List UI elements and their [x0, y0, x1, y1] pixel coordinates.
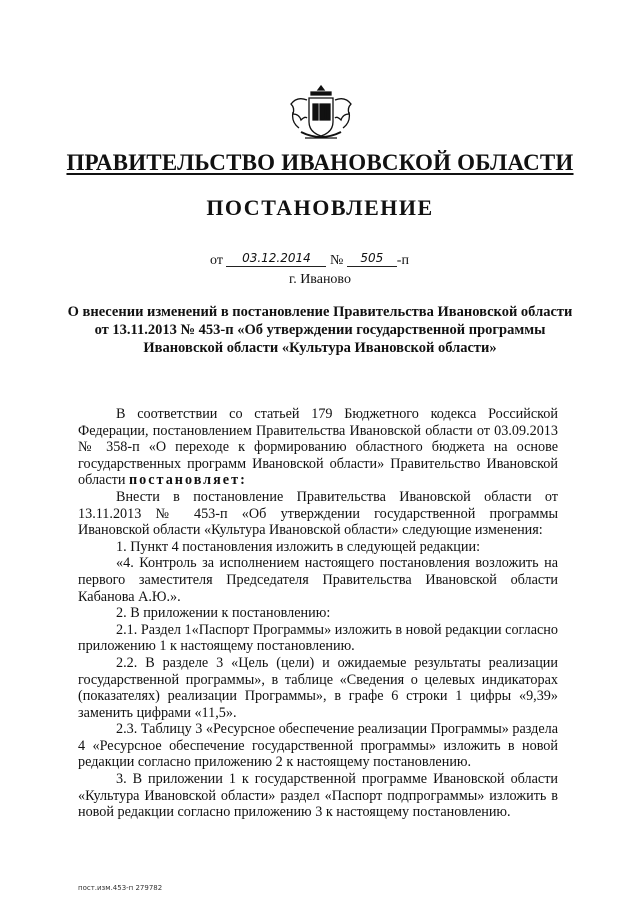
number-suffix: -п [396, 253, 409, 268]
body-paragraph: «4. Контроль за исполнением настоящего постановления возложить на первого заместителя Председателя Правительства Ивановской области Кабанова А.Ю.». [78, 555, 558, 605]
city: г. Иваново [289, 272, 351, 287]
government-title: ПРАВИТЕЛЬСТВО ИВАНОВСКОЙ ОБЛАСТИ [66, 150, 574, 175]
document-footer-code: пост.изм.453-п 279782 [78, 884, 163, 892]
date-prefix: от [210, 253, 223, 268]
number-sign: № [329, 253, 344, 268]
body-paragraph: 2. В приложении к постановлению: [116, 605, 331, 622]
preamble-text: В соответствии со статьей 179 Бюджетного кодекса Российской Федерации, постановлением Правительства Ивановской области от 03.09.2013 № 358-п «О переходе к формированию областного бюджета на основе государственных программ Ивановской области» Правительство Ивановской области [78, 406, 558, 489]
body-paragraph: 3. В приложении 1 к государственной программе Ивановской области «Культура Ивановской области» раздел «Паспорт подпрограммы» изложить в новой редакции согласно приложению 3 к настоящему постановлению. [78, 771, 558, 821]
document-type: ПОСТАНОВЛЕНИЕ [206, 195, 434, 220]
date-number-line [210, 253, 409, 269]
body-paragraph: 1. Пункт 4 постановления изложить в следующей редакции: [116, 538, 481, 555]
body-paragraph: 2.2. В разделе 3 «Цель (цели) и ожидаемые результаты реализации государственной программы», в таблице «Сведения о целевых индикаторах (показателях) реализации Программы», в графе 6 строки 1 цифры «9,39» заменить цифрами «11,5». [78, 654, 558, 721]
document-subject: О внесении изменений в постановление Правительства Ивановской области от 13.11.2013 № 453-п «Об утверждении государственной программы Ивановской области «Культура Ивановской области» [67, 304, 573, 356]
document-date: 03.12.2014 [226, 251, 326, 267]
body-paragraph: Внести в постановление Правительства Ивановской области от 13.11.2013 № 453-п «Об утверждении государственной программы Ивановской области «Культура Ивановской области» следующие изменения: [78, 488, 558, 539]
resolves-word: постановляет: [128, 472, 247, 489]
document-number: 505 [347, 251, 397, 267]
coat-of-arms-icon [287, 82, 355, 144]
document-body [78, 406, 558, 821]
preamble-paragraph [78, 406, 558, 489]
body-paragraph: 2.3. Таблицу 3 «Ресурсное обеспечение реализации Программы» раздела 4 «Ресурсное обеспечение государственной программы» изложить в новой редакции согласно приложению 2 к настоящему постановлению. [78, 721, 558, 771]
body-paragraph: 2.1. Раздел 1«Паспорт Программы» изложить в новой редакции согласно приложению 1 к настоящему постановлению. [78, 621, 558, 655]
